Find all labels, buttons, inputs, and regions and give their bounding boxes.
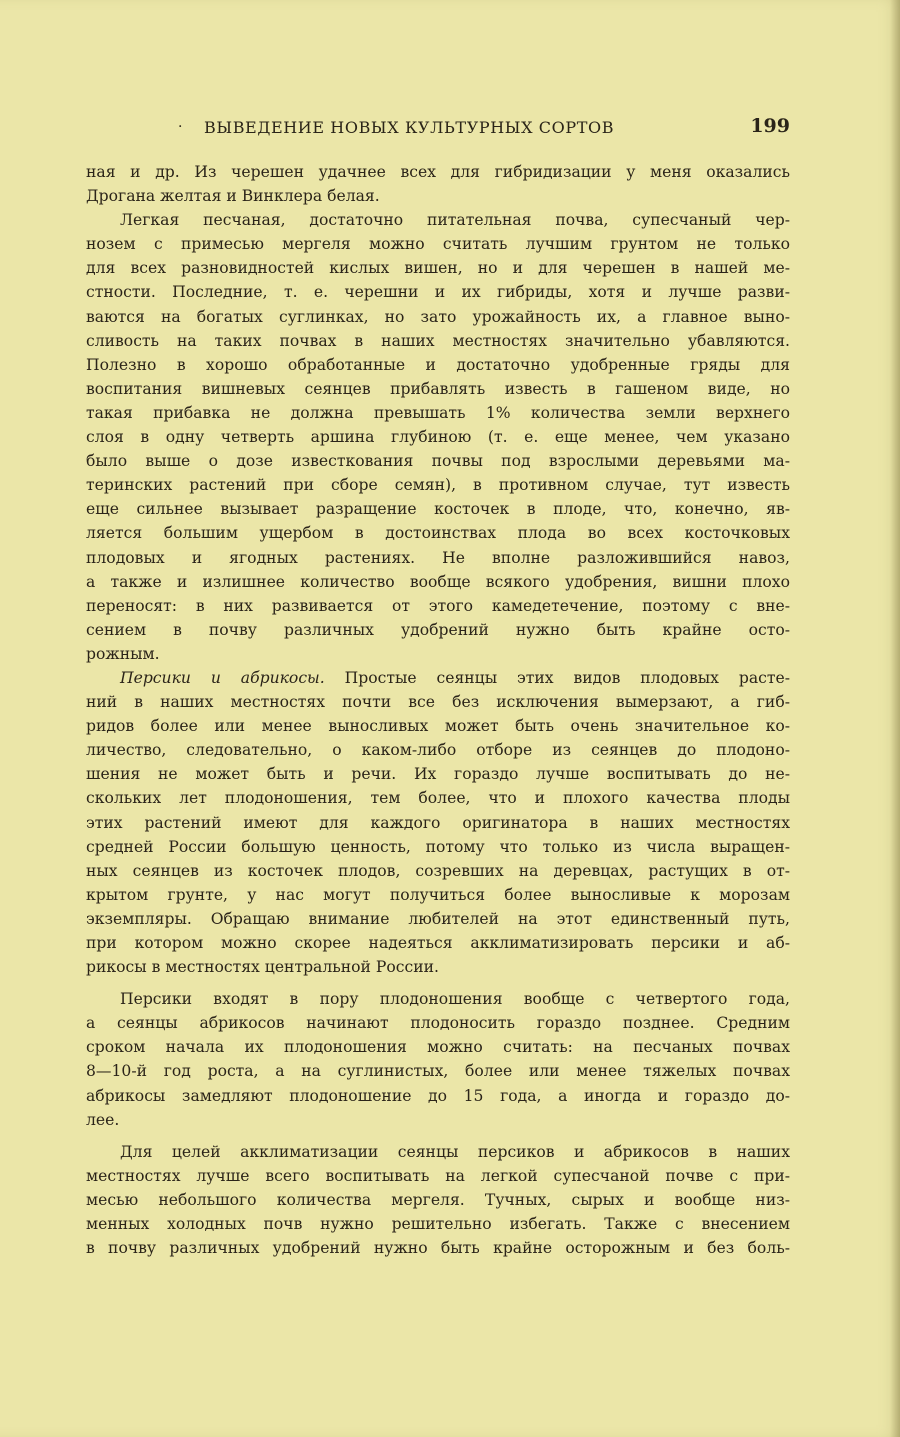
text-line (86, 497, 790, 521)
text-line (86, 1188, 790, 1212)
text-line-content: ная и др. Из черешен удачнее всех для гибридизации у меня оказались (86, 163, 790, 181)
text-line (86, 859, 790, 883)
text-line-content: местностях лучше всего воспитывать на легкой супесчаной почве с при- (86, 1166, 790, 1185)
text-line (86, 594, 790, 618)
text-line (86, 256, 790, 280)
text-line (86, 690, 790, 714)
text-line (86, 642, 790, 666)
text-line-content: Дрогана желтая и Винклера белая. (86, 187, 380, 206)
text-line (86, 1084, 790, 1108)
text-line-content: при котором можно скорее надеяться акклиматизировать персики и аб- (86, 934, 790, 952)
text-line (86, 546, 790, 570)
text-line-content: а также и излишнее количество вообще всякого удобрения, вишни плохо (86, 572, 790, 591)
text-line-content: экземпляры. Обращаю внимание любителей на этот единственный путь, (86, 909, 790, 928)
text-line (86, 1035, 790, 1059)
text-line-content: 8—10-й год роста, а на суглинистых, более или менее тяжелых почвах (86, 1062, 790, 1081)
text-line (86, 208, 790, 232)
text-line (86, 521, 790, 545)
text-line (86, 280, 790, 304)
text-line-content: сливость на таких почвах в наших местностях значительно убавляются. (86, 331, 790, 350)
text-line-content: крытом грунте, у нас могут получиться более выносливые к морозам (86, 885, 790, 904)
text-line-content: переносят: в них развивается от этого камедетечение, поэтому с вне- (86, 596, 790, 615)
text-line-content: еще сильнее вызывает разращение косточек в плоде, что, конечно, яв- (86, 500, 790, 519)
text-line (86, 425, 790, 449)
text-line-content: Полезно в хорошо обработанные и достаточно удобренные гряды для (86, 355, 790, 374)
text-line-content: ний в наших местностях почти все без исключения вымерзают, а гиб- (86, 693, 790, 712)
text-line-content: Легкая песчаная, достаточно питательная почва, супесчаный чер- (120, 211, 790, 230)
text-line (86, 1212, 790, 1236)
text-line (86, 762, 790, 786)
text-line-content: в почву различных удобрений нужно быть крайне осторожным и без боль- (86, 1239, 790, 1258)
text-line (86, 666, 790, 690)
text-line (86, 473, 790, 497)
text-line (86, 714, 790, 738)
running-title: ВЫВЕДЕНИЕ НОВЫХ КУЛЬТУРНЫХ СОРТОВ (204, 118, 615, 137)
text-line-content: нозем с примесью мергеля можно считать лучшим грунтом не только (86, 235, 790, 254)
text-line-content: рикосы в местностях центральной России. (86, 958, 439, 977)
header-dot: · (178, 119, 183, 135)
text-line-content: шения не может быть и речи. Их гораздо лучше воспитывать до не- (86, 765, 790, 784)
text-line-content: сроком начала их плодоношения можно считать: на песчаных почвах (86, 1038, 790, 1057)
text-line (86, 811, 790, 835)
text-line-content: плодовых и ягодных растениях. Не вполне разложившийся навоз, (86, 548, 790, 567)
text-line (86, 160, 790, 184)
text-line-content: для всех разновидностей кислых вишен, но и для черешен в нашей ме- (86, 259, 790, 278)
text-line (86, 738, 790, 762)
text-line-content: теринских растений при сборе семян), в противном случае, тут известь (86, 476, 790, 495)
text-line-content: лее. (86, 1110, 120, 1129)
text-line-content: менных холодных почв нужно решительно избегать. Также с внесением (86, 1215, 790, 1234)
text-line-content: ваются на богатых суглинках, но зато урожайность их, а главное выно- (86, 307, 790, 326)
text-line (86, 987, 790, 1011)
text-line-content: было выше о дозе известкования почвы под взрослыми деревьями ма- (86, 452, 790, 471)
page-number: 199 (750, 115, 790, 137)
text-line (86, 401, 790, 425)
text-line (86, 1011, 790, 1035)
text-line-content: Персики входят в пору плодоношения вообще с четвертого года, (120, 990, 790, 1009)
text-line-content: этих растений имеют для каждого оригинатора в наших местностях (86, 813, 790, 832)
text-line (86, 931, 790, 955)
text-line-content: ных сеянцев из косточек плодов, созревших на деревцах, растущих в от- (86, 861, 790, 880)
section-heading-italic: Персики и абрикосы. (120, 668, 325, 687)
text-line (86, 232, 790, 256)
text-line (86, 786, 790, 810)
text-line-content: сением в почву различных удобрений нужно быть крайне осто- (86, 620, 790, 639)
text-line (86, 329, 790, 353)
text-line (86, 883, 790, 907)
text-line (86, 1140, 790, 1164)
text-line (86, 184, 790, 208)
text-line-content: Для целей акклиматизации сеянцы персиков и абрикосов в наших (120, 1142, 790, 1161)
text-line-content: месью небольшого количества мергеля. Тучных, сырых и вообще низ- (86, 1190, 790, 1209)
text-line (86, 570, 790, 594)
text-line (86, 955, 790, 979)
text-line-content: слоя в одну четверть аршина глубиною (т. е. еще менее, чем указано (86, 428, 790, 447)
text-line (86, 449, 790, 473)
text-line-content: абрикосы замедляют плодоношение до 15 года, а иногда и гораздо до- (86, 1086, 790, 1105)
text-line-content: стности. Последние, т. е. черешни и их гибриды, хотя и лучше разви- (86, 283, 790, 302)
text-line-content: ляется большим ущербом в достоинствах плода во всех косточковых (86, 524, 790, 543)
text-line-content: воспитания вишневых сеянцев прибавлять известь в гашеном виде, но (86, 379, 790, 398)
text-line-content: скольких лет плодоношения, тем более, что и плохого качества плоды (86, 789, 790, 808)
page-edge-shadow (890, 0, 900, 1437)
text-line-content: такая прибавка не должна превышать 1% количества земли верхнего (86, 403, 790, 422)
text-line-content: ридов более или менее выносливых может быть очень значительное ко- (86, 717, 790, 736)
text-line-content: Простые сеянцы этих видов плодовых расте- (324, 668, 790, 687)
text-line (86, 1108, 790, 1132)
text-line (86, 377, 790, 401)
text-line (86, 907, 790, 931)
text-line (86, 1236, 790, 1260)
text-line-content: а сеянцы абрикосов начинают плодоносить гораздо позднее. Средним (86, 1014, 790, 1033)
body-text (86, 160, 790, 1260)
text-line-content: личество, следовательно, о каком-либо отборе из сеянцев до плодоно- (86, 741, 790, 760)
text-line (86, 1059, 790, 1083)
running-header (86, 115, 790, 141)
text-line-content: рожным. (86, 644, 160, 663)
text-line (86, 305, 790, 329)
text-line (86, 835, 790, 859)
text-line (86, 1164, 790, 1188)
text-line (86, 353, 790, 377)
text-line (86, 618, 790, 642)
text-line-content: средней России большую ценность, потому что только из числа выращен- (86, 837, 790, 856)
